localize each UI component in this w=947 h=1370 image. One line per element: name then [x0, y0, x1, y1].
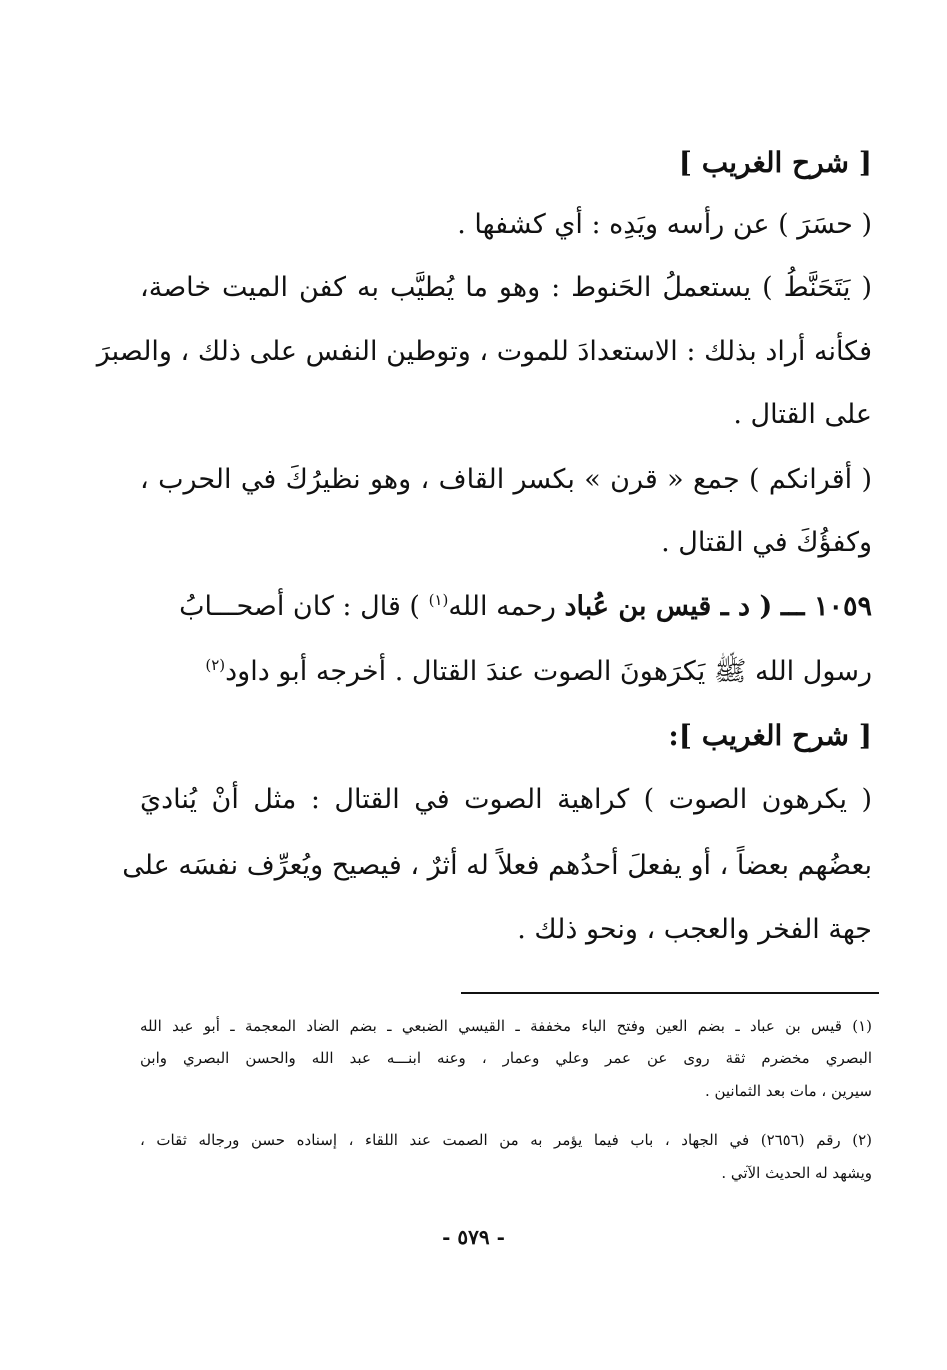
gloss-line-qital: على القتال . — [733, 399, 872, 430]
hadith-line-1 — [140, 587, 872, 627]
footnote-separator — [461, 992, 879, 994]
hadith-line-1-end: ) قال : كان أصحـــابُ — [179, 591, 420, 622]
page-number: - ٥٧٩ - — [442, 1225, 505, 1249]
gloss-line-hasara: ( حسَرَ ) عن رأسه ويَدِه : أي كشفها . — [457, 209, 872, 240]
footnote-1-line-1: (١) قيس بن عباد ـ بضم العين وفتح الباء مخففة ـ القيسي الضبعي ـ بضم الضاد المعجمة ـ أبو عبد الله — [140, 1017, 872, 1035]
gloss-line-kufu: وكفؤُكَ في القتال . — [661, 527, 872, 558]
gloss-line-yakrahun: ( يكرهون الصوت ) كراهية الصوت في القتال : مثل أنْ يُناديَ — [140, 784, 872, 815]
footnote-2-line-2: ويشهد له الحديث الآتي . — [721, 1164, 872, 1182]
footnote-2-line-1: (٢) رقم (٢٦٥٦) في الجهاد ، باب فيما يؤمر به من الصمت عند اللقاء ، إسناده حسن ورجاله ثقات ، — [140, 1131, 872, 1149]
gloss-line-fakhr: جهة الفخر والعجب ، ونحو ذلك . — [517, 914, 872, 945]
hadith-narrator: ( د ـ قيس بن عُباد — [564, 591, 773, 622]
section-heading-gloss-1: [ شرح الغريب ] — [678, 146, 872, 179]
section-heading-gloss-2: [ شرح الغريب ]: — [668, 719, 872, 752]
hadith-line-2 — [140, 652, 872, 692]
footnote-1-line-2: البصري مخضرم ثقة روى عن عمر وعلي وعمار ، وعنه ابنـــه عبد الله والحسن البصري وابن — [140, 1049, 872, 1067]
hadith-narrator-rest: رحمه الله — [448, 591, 556, 622]
gloss-line-aqran: ( أقرانكم ) جمع « قرن » بكسر القاف ، وهو نظيرُكَ في الحرب ، — [140, 464, 872, 495]
hadith-text: رسول الله ﷺ يَكرَهونَ الصوت عندَ القتال . أخرجه أبو داود — [225, 656, 872, 687]
footnote-ref-1: (١) — [428, 591, 449, 609]
gloss-line-istiidad: فكأنه أراد بذلك : الاستعدادَ للموت ، وتوطين النفس على ذلك ، والصبرَ — [96, 336, 872, 367]
footnote-1-line-3: سيرين ، مات بعد الثمانين . — [704, 1082, 872, 1100]
gloss-line-yatahannat: ( يَتَحَنَّطُ ) يستعملُ الحَنوط : وهو ما يُطيَّب به كفن الميت خاصة، — [140, 272, 872, 303]
footnote-ref-2: (٢) — [205, 656, 226, 674]
hadith-number: ١٠٥٩ ـــ — [780, 591, 872, 622]
gloss-line-badhuhum: بعضُهم بعضاً ، أو يفعلَ أحدُهم فعلاً له أثرٌ ، فيصيح ويُعرِّف نفسَه على — [122, 850, 872, 881]
